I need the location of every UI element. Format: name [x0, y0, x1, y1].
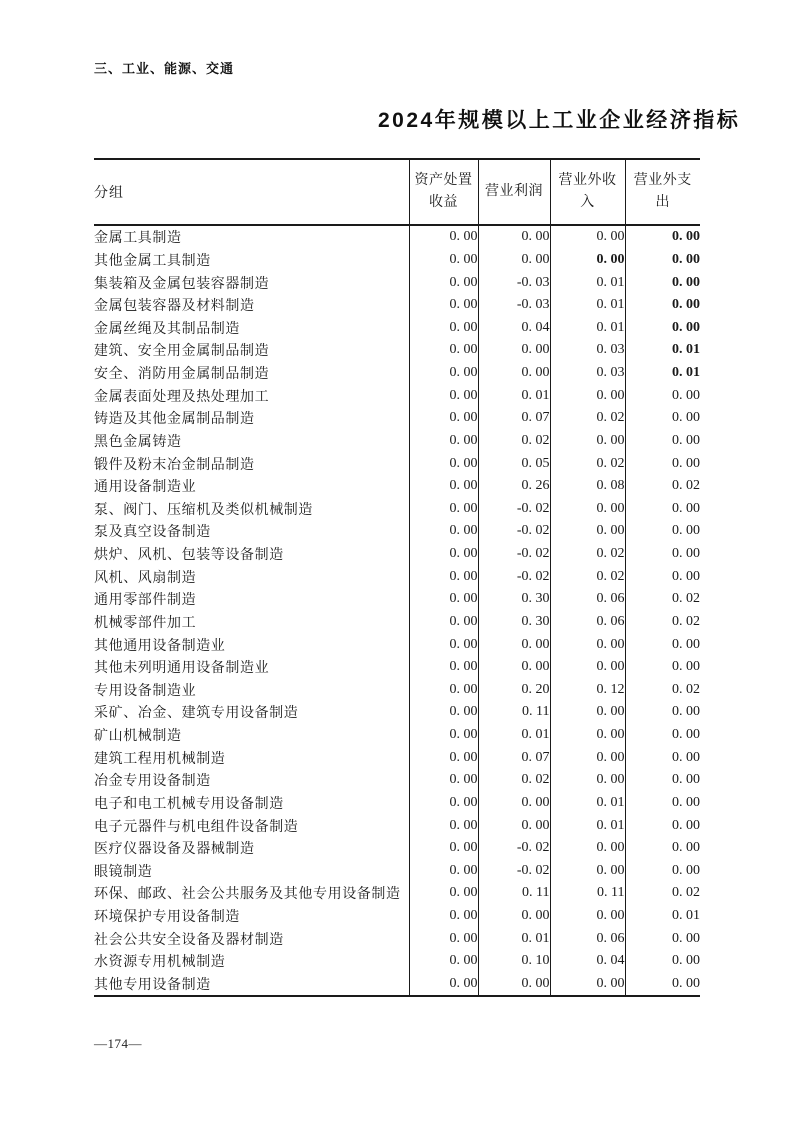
row-value: -0. 03: [478, 271, 550, 294]
row-label: 水资源专用机械制造: [94, 950, 409, 973]
row-value: 0. 00: [672, 772, 700, 788]
row-label: 医疗仪器设备及器械制造: [94, 837, 409, 860]
row-value: 0. 11: [550, 882, 625, 905]
table-row: [94, 927, 700, 950]
row-value: 0. 01: [478, 384, 550, 407]
row-value: 0. 00: [550, 769, 625, 792]
row-value: 0. 00: [550, 724, 625, 747]
row-value: 0. 00: [672, 930, 700, 946]
row-value: 0. 00: [409, 611, 478, 634]
row-value: 0. 02: [672, 613, 700, 629]
column-header-group: 分组: [94, 159, 409, 225]
row-value: 0. 00: [409, 724, 478, 747]
table-row: [94, 430, 700, 453]
row-value: 0. 10: [478, 950, 550, 973]
table-row: [94, 611, 700, 634]
row-value: 0. 00: [478, 225, 550, 249]
row-label: 金属表面处理及热处理加工: [94, 384, 409, 407]
row-value: 0. 00: [409, 271, 478, 294]
row-value: 0. 00: [550, 225, 625, 249]
row-label: 通用零部件制造: [94, 588, 409, 611]
row-value: 0. 11: [478, 701, 550, 724]
row-value: 0. 00: [409, 339, 478, 362]
row-value: 0. 11: [478, 882, 550, 905]
row-label: 铸造及其他金属制品制造: [94, 407, 409, 430]
row-value: 0. 00: [672, 794, 700, 810]
row-value: 0. 02: [672, 885, 700, 901]
row-value: 0. 00: [409, 905, 478, 928]
row-value: -0. 02: [478, 498, 550, 521]
column-header-operating-profit-label: 营业利润: [485, 184, 543, 199]
row-label: 其他通用设备制造业: [94, 633, 409, 656]
table-row: [94, 384, 700, 407]
row-label: 风机、风扇制造: [94, 565, 409, 588]
row-value: 0. 00: [409, 565, 478, 588]
row-label: 矿山机械制造: [94, 724, 409, 747]
row-value: 0. 02: [550, 543, 625, 566]
row-label: 眼镜制造: [94, 860, 409, 883]
row-value: 0. 00: [409, 950, 478, 973]
row-label: 其他未列明通用设备制造业: [94, 656, 409, 679]
row-value: -0. 02: [478, 543, 550, 566]
row-value: 0. 00: [409, 701, 478, 724]
row-value: 0. 00: [672, 546, 700, 562]
row-value: 0. 01: [550, 814, 625, 837]
row-value: 0. 12: [550, 679, 625, 702]
row-value: 0. 02: [550, 565, 625, 588]
row-label: 集装箱及金属包装容器制造: [94, 271, 409, 294]
row-value: 0. 06: [550, 927, 625, 950]
row-label: 黑色金属铸造: [94, 430, 409, 453]
row-value: 0. 00: [550, 905, 625, 928]
indicators-table: [94, 158, 700, 997]
row-value: 0. 00: [409, 362, 478, 385]
column-header-operating-profit: [478, 159, 550, 225]
row-value: 0. 00: [409, 792, 478, 815]
row-value: 0. 00: [672, 862, 700, 878]
row-value: 0. 00: [409, 679, 478, 702]
row-label: 锻件及粉末冶金制品制造: [94, 452, 409, 475]
row-value: 0. 00: [409, 452, 478, 475]
table-row: [94, 724, 700, 747]
table-row: [94, 633, 700, 656]
row-value: 0. 00: [672, 319, 700, 335]
column-header-nonoperating-income-label: 营业外收入: [558, 173, 617, 210]
page-title: 2024年规模以上工业企业经济指标: [378, 109, 741, 132]
table-row: [94, 814, 700, 837]
table-row: [94, 882, 700, 905]
row-value: 0. 06: [550, 588, 625, 611]
row-value: 0. 01: [478, 927, 550, 950]
row-value: 0. 00: [409, 837, 478, 860]
row-value: 0. 05: [478, 452, 550, 475]
row-value: 0. 03: [550, 362, 625, 385]
row-value: 0. 00: [409, 927, 478, 950]
table-row: [94, 905, 700, 928]
row-value: 0. 00: [409, 814, 478, 837]
row-value: 0. 02: [672, 591, 700, 607]
row-value: 0. 00: [672, 817, 700, 833]
row-value: 0. 02: [672, 681, 700, 697]
row-value: 0. 00: [672, 659, 700, 675]
row-value: 0. 00: [550, 249, 625, 272]
row-label: 机械零部件加工: [94, 611, 409, 634]
row-value: 0. 02: [550, 407, 625, 430]
table-body: [94, 225, 700, 996]
row-value: 0. 00: [478, 249, 550, 272]
row-value: 0. 30: [478, 611, 550, 634]
row-value: 0. 00: [478, 362, 550, 385]
row-value: 0. 01: [550, 271, 625, 294]
row-value: -0. 02: [478, 520, 550, 543]
table-header-row: [94, 159, 700, 225]
row-label: 电子元器件与机电组件设备制造: [94, 814, 409, 837]
row-label: 专用设备制造业: [94, 679, 409, 702]
table-row: [94, 498, 700, 521]
row-label: 电子和电工机械专用设备制造: [94, 792, 409, 815]
table-row: [94, 362, 700, 385]
row-value: 0. 03: [550, 339, 625, 362]
column-header-asset-disposal-income-label: 资产处置收益: [414, 173, 473, 210]
row-value: 0. 00: [409, 249, 478, 272]
row-value: 0. 00: [478, 905, 550, 928]
row-value: 0. 00: [409, 317, 478, 340]
row-label: 社会公共安全设备及器材制造: [94, 927, 409, 950]
row-value: 0. 00: [409, 746, 478, 769]
column-header-nonoperating-income: [550, 159, 625, 225]
row-value: -0. 03: [478, 294, 550, 317]
row-value: 0. 00: [550, 701, 625, 724]
table-row: [94, 225, 700, 249]
row-value: -0. 02: [478, 565, 550, 588]
row-value: 0. 00: [409, 769, 478, 792]
table-row: [94, 520, 700, 543]
column-header-nonoperating-expense-label: 营业外支出: [633, 173, 692, 210]
row-label: 冶金专用设备制造: [94, 769, 409, 792]
row-value: 0. 00: [672, 704, 700, 720]
row-value: -0. 02: [478, 837, 550, 860]
row-value: 0. 00: [550, 860, 625, 883]
row-value: 0. 00: [409, 475, 478, 498]
row-value: 0. 00: [550, 520, 625, 543]
row-value: 0. 01: [550, 294, 625, 317]
page-number: —174—: [94, 1036, 142, 1051]
row-value: 0. 07: [478, 407, 550, 430]
table-row: [94, 950, 700, 973]
row-value: 0. 00: [550, 633, 625, 656]
row-value: 0. 00: [478, 633, 550, 656]
row-value: 0. 00: [672, 749, 700, 765]
row-value: 0. 00: [672, 523, 700, 539]
row-value: 0. 00: [550, 498, 625, 521]
table-row: [94, 860, 700, 883]
row-value: 0. 02: [478, 769, 550, 792]
column-header-nonoperating-expense: [625, 159, 700, 225]
table-row: [94, 746, 700, 769]
row-label: 金属丝绳及其制品制造: [94, 317, 409, 340]
row-value: 0. 04: [550, 950, 625, 973]
row-value: 0. 00: [550, 973, 625, 997]
row-value: 0. 02: [672, 478, 700, 494]
row-value: 0. 00: [672, 297, 700, 313]
table-row: [94, 249, 700, 272]
row-label: 环境保护专用设备制造: [94, 905, 409, 928]
row-value: 0. 00: [672, 251, 700, 267]
table-row: [94, 317, 700, 340]
row-value: 0. 04: [478, 317, 550, 340]
row-value: 0. 00: [409, 588, 478, 611]
row-value: 0. 00: [672, 636, 700, 652]
row-value: 0. 00: [672, 953, 700, 969]
row-value: 0. 00: [409, 543, 478, 566]
row-value: 0. 00: [550, 384, 625, 407]
row-value: 0. 01: [550, 317, 625, 340]
row-value: 0. 00: [672, 568, 700, 584]
row-label: 采矿、冶金、建筑专用设备制造: [94, 701, 409, 724]
row-label: 建筑、安全用金属制品制造: [94, 339, 409, 362]
row-value: 0. 07: [478, 746, 550, 769]
table-row: [94, 792, 700, 815]
table-row: [94, 452, 700, 475]
row-value: 0. 20: [478, 679, 550, 702]
row-value: 0. 00: [672, 274, 700, 290]
row-value: 0. 00: [672, 432, 700, 448]
row-value: 0. 00: [409, 294, 478, 317]
table-row: [94, 543, 700, 566]
row-label: 环保、邮政、社会公共服务及其他专用设备制造: [94, 882, 409, 905]
row-value: 0. 00: [409, 430, 478, 453]
row-value: 0. 00: [478, 339, 550, 362]
row-value: 0. 06: [550, 611, 625, 634]
row-label: 烘炉、风机、包装等设备制造: [94, 543, 409, 566]
row-label: 其他金属工具制造: [94, 249, 409, 272]
row-label: 建筑工程用机械制造: [94, 746, 409, 769]
row-value: -0. 02: [478, 860, 550, 883]
row-label: 金属工具制造: [94, 225, 409, 249]
row-label: 金属包装容器及材料制造: [94, 294, 409, 317]
table-row: [94, 475, 700, 498]
row-value: 0. 00: [672, 975, 700, 991]
table-row: [94, 294, 700, 317]
row-value: 0. 02: [550, 452, 625, 475]
row-value: 0. 00: [550, 430, 625, 453]
table-row: [94, 407, 700, 430]
table-header: [94, 159, 700, 225]
row-value: 0. 00: [478, 792, 550, 815]
row-value: 0. 00: [409, 407, 478, 430]
column-header-asset-disposal-income: [409, 159, 478, 225]
row-value: 0. 00: [672, 455, 700, 471]
row-value: 0. 01: [550, 792, 625, 815]
row-value: 0. 00: [409, 520, 478, 543]
row-value: 0. 00: [672, 229, 700, 245]
row-value: 0. 00: [672, 500, 700, 516]
row-value: 0. 00: [409, 633, 478, 656]
table-row: [94, 656, 700, 679]
section-header: 三、工业、能源、交通: [94, 61, 235, 76]
table-row: [94, 271, 700, 294]
row-label: 安全、消防用金属制品制造: [94, 362, 409, 385]
row-label: 泵及真空设备制造: [94, 520, 409, 543]
table-row: [94, 339, 700, 362]
row-value: 0. 01: [672, 342, 700, 358]
table-row: [94, 679, 700, 702]
row-value: 0. 00: [478, 656, 550, 679]
row-value: 0. 00: [409, 498, 478, 521]
row-value: 0. 01: [672, 365, 700, 381]
row-value: 0. 02: [478, 430, 550, 453]
row-value: 0. 00: [550, 746, 625, 769]
row-label: 其他专用设备制造: [94, 973, 409, 997]
row-value: 0. 08: [550, 475, 625, 498]
row-value: 0. 00: [550, 656, 625, 679]
row-value: 0. 00: [672, 387, 700, 403]
table-row: [94, 769, 700, 792]
table-row: [94, 565, 700, 588]
row-value: 0. 00: [672, 410, 700, 426]
table-row: [94, 701, 700, 724]
row-value: 0. 30: [478, 588, 550, 611]
table-row: [94, 837, 700, 860]
row-value: 0. 01: [478, 724, 550, 747]
row-value: 0. 00: [478, 814, 550, 837]
row-value: 0. 00: [672, 727, 700, 743]
row-value: 0. 00: [672, 840, 700, 856]
row-label: 通用设备制造业: [94, 475, 409, 498]
row-label: 泵、阀门、压缩机及类似机械制造: [94, 498, 409, 521]
row-value: 0. 00: [550, 837, 625, 860]
row-value: 0. 00: [409, 384, 478, 407]
row-value: 0. 00: [409, 225, 478, 249]
table-row: [94, 973, 700, 997]
row-value: 0. 00: [409, 860, 478, 883]
row-value: 0. 01: [672, 908, 700, 924]
table-row: [94, 588, 700, 611]
row-value: 0. 00: [409, 656, 478, 679]
row-value: 0. 00: [409, 882, 478, 905]
row-value: 0. 00: [478, 973, 550, 997]
row-value: 0. 26: [478, 475, 550, 498]
row-value: 0. 00: [409, 973, 478, 997]
